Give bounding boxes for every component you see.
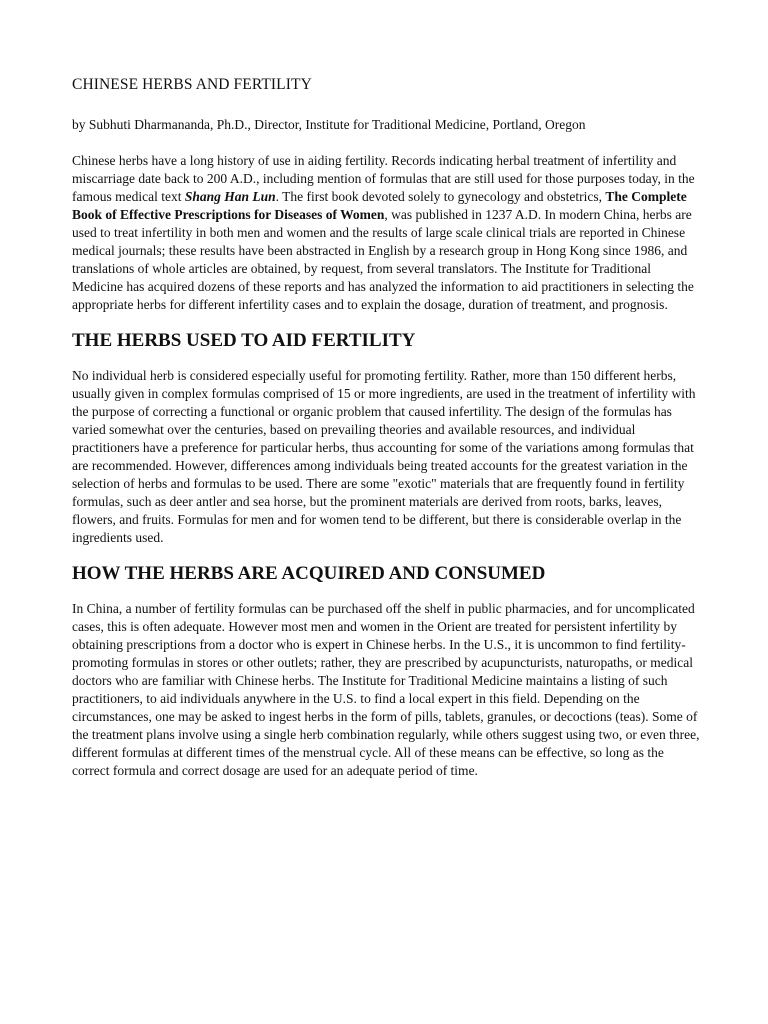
book-title-shang-han-lun: Shang Han Lun — [184, 189, 276, 204]
document-title: CHINESE HERBS AND FERTILITY — [72, 76, 312, 93]
book-title-complete-book: The Complete Book of Effective Prescriptions for Diseases of Women — [72, 189, 687, 222]
section-paragraph-herbs-used: No individual herb is considered especially useful for promoting fertility. Rather, more than 150 different herbs, usually given in complex formulas comprised of 15 or more ingredients, are used in the treatment of infertility with the purpose of correcting a functional or organic problem that caused infertility. The design of the formulas has varied somewhat over the centuries, based on prevailing theories and available resources, and individual practitioners have a preference for particular herbs, thus accounting for some of the variations among formulas that are recommended. However, differences among individuals being treated accounts for the greatest variation in the selection of herbs and formulas to be used. There are some "exotic" materials that are frequently found in fertility formulas, such as deer antler and sea horse, but the prominent materials are derived from roots, barks, leaves, flowers, and fruits. Formulas for men and for women tend to be different, but there is considerable overlap in the ingredients used. — [72, 368, 696, 545]
section-heading-herbs-used: THE HERBS USED TO AID FERTILITY — [72, 330, 416, 351]
document-page — [72, 76, 700, 780]
intro-text-part1: Chinese herbs have a long history of use in aiding fertility. Records indicating herbal treatment of infertility and miscarriage date back to 200 A.D., including mention of formulas that are still used for those purposes today, in the famous medical text — [72, 153, 695, 204]
section-heading-acquired-consumed: HOW THE HERBS ARE ACQUIRED AND CONSUMED — [72, 563, 546, 584]
intro-text-part3: , was published in 1237 A.D. In modern China, herbs are used to treat infertility in both men and women and the results of large scale clinical trials are reported in Chinese medical journals; these results have been abstracted in English by a research group in Hong Kong since 1986, and translations of whole articles are obtained, by request, from several translators. The Institute for Traditional Medicine has acquired dozens of these reports and has analyzed the information to aid practitioners in selecting the appropriate herbs for different infertility cases and to explain the dosage, duration of treatment, and prognosis. — [72, 207, 694, 312]
author-byline: by Subhuti Dharmananda, Ph.D., Director, Institute for Traditional Medicine, Portland, Oregon — [72, 117, 586, 132]
section-paragraph-acquired-consumed: In China, a number of fertility formulas can be purchased off the shelf in public pharmacies, and for uncomplicated cases, this is often adequate. However most men and women in the Orient are treated for persistent infertility by obtaining prescriptions from a doctor who is expert in Chinese herbs. In the U.S., it is uncommon to find fertility-promoting formulas in stores or other outlets; rather, they are prescribed by acupuncturists, naturopaths, or medical doctors who are familiar with Chinese herbs. The Institute for Traditional Medicine maintains a listing of such practitioners, to aid individuals anywhere in the U.S. to find a local expert in this field. Depending on the circumstances, one may be asked to ingest herbs in the form of pills, tablets, granules, or decoctions (teas). Some of the treatment plans involve using a single herb combination regularly, while others suggest using two, or even three, different formulas at different times of the menstrual cycle. All of these means can be effective, so long as the correct formula and correct dosage are used for an adequate period of time. — [72, 601, 700, 778]
intro-paragraph — [72, 152, 700, 314]
intro-text-part2: . The first book devoted solely to gynecology and obstetrics, — [275, 189, 606, 204]
